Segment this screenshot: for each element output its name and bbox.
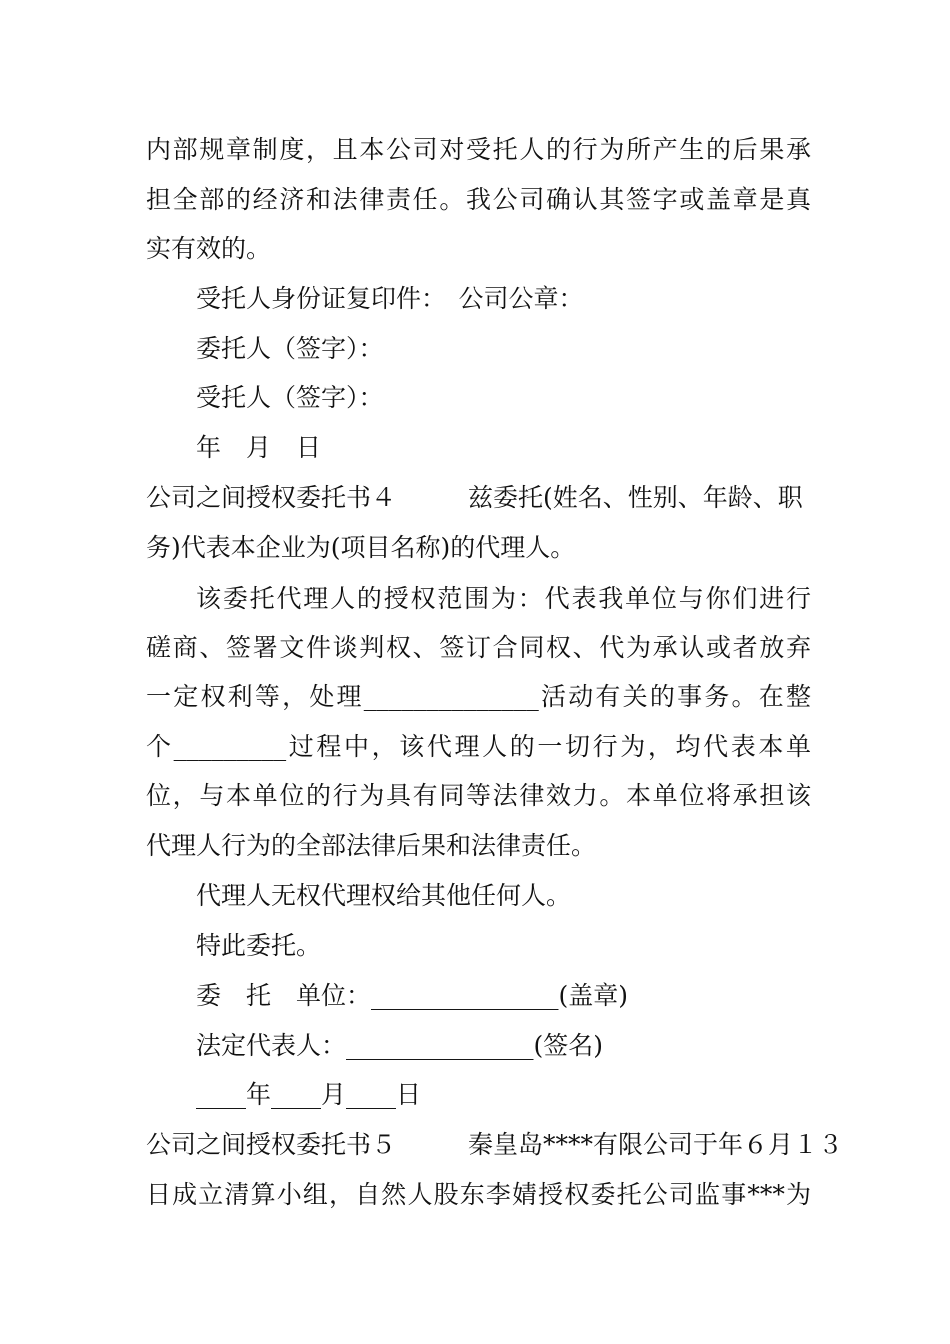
- paragraph-line: 特此委托。: [196, 931, 322, 960]
- paragraph-line: 担全部的经济和法律责任。我公司确认其签字或盖章是真: [146, 185, 811, 214]
- paragraph-line: 该委托代理人的授权范围为：代表我单位与你们进行: [196, 584, 811, 613]
- section-intro: 兹委托(姓名、性别、年龄、职: [468, 483, 803, 512]
- section-intro: 秦皇岛****有限公司于年６月１３: [468, 1130, 844, 1159]
- id-copy-and-seal-line: 受托人身份证复印件： 公司公章：: [196, 284, 584, 313]
- paragraph-line: 位，与本单位的行为具有同等法律效力。本单位将承担该: [146, 781, 811, 810]
- legal-representative-line: 法定代表人：_______________(签名): [196, 1031, 604, 1060]
- paragraph-line: 实有效的。: [146, 234, 272, 263]
- section-heading-5: [146, 1127, 844, 1163]
- paragraph-line: 日成立清算小组，自然人股东李婧授权委托公司监事***为: [146, 1180, 811, 1209]
- paragraph-line: 磋商、签署文件谈判权、签订合同权、代为承认或者放弃: [146, 633, 811, 662]
- date-blank-line: ____年____月____日: [196, 1080, 422, 1109]
- paragraph-line: 一定权利等，处理______________活动有关的事务。在整: [146, 682, 811, 711]
- entrusting-unit-line: 委 托 单位：_______________(盖章): [196, 981, 629, 1010]
- paragraph-line: 个_________过程中，该代理人的一切行为，均代表本单: [146, 732, 811, 761]
- date-line: 年 月 日: [196, 433, 322, 462]
- section-title: 公司之间授权委托书４: [146, 483, 397, 512]
- paragraph-line: 务)代表本企业为(项目名称)的代理人。: [146, 533, 576, 562]
- agent-signature-line: 受托人（签字）：: [196, 383, 384, 412]
- paragraph-line: 代理人无权代理权给其他任何人。: [196, 881, 572, 910]
- section-title: 公司之间授权委托书５: [146, 1130, 397, 1159]
- paragraph-line: 代理人行为的全部法律后果和法律责任。: [146, 831, 597, 860]
- section-heading-4: [146, 480, 811, 516]
- paragraph-line: 内部规章制度，且本公司对受托人的行为所产生的后果承: [146, 135, 811, 164]
- principal-signature-line: 委托人（签字）：: [196, 334, 384, 363]
